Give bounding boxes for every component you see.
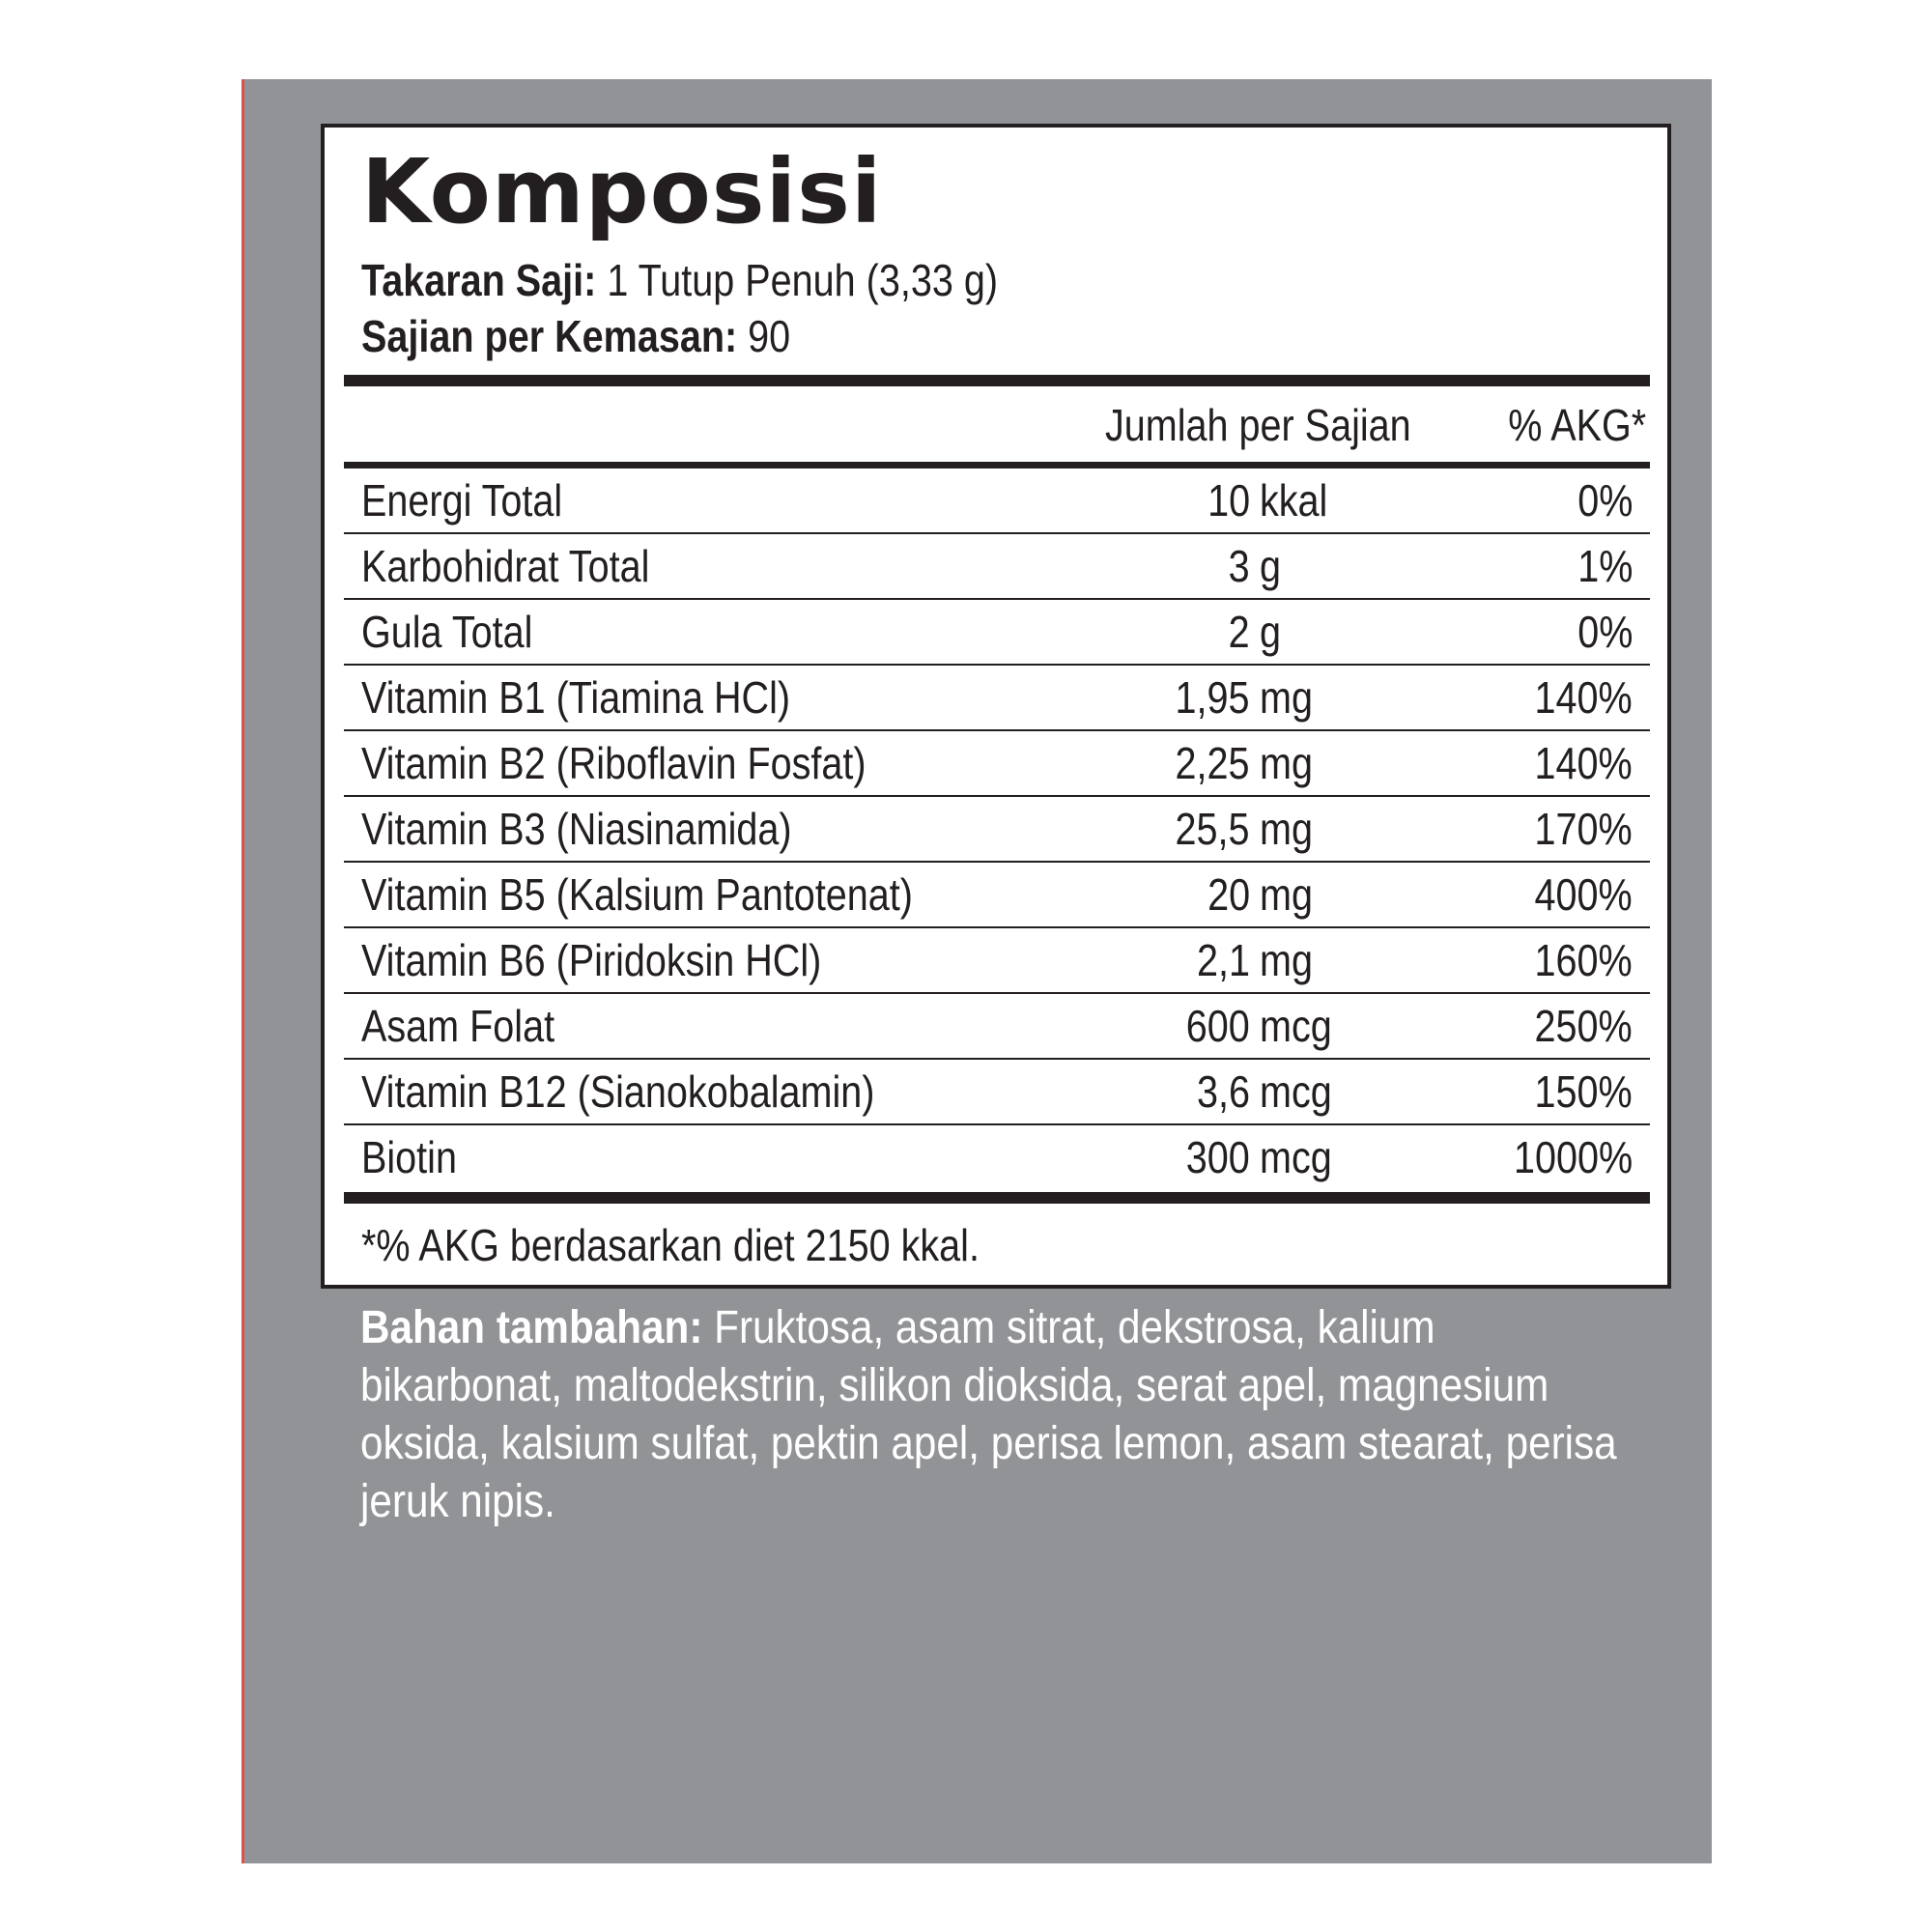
- nutrient-akg: 160%: [1534, 935, 1633, 985]
- nutrient-akg: 150%: [1534, 1066, 1633, 1117]
- servings-per-pack-value: 90: [737, 311, 791, 361]
- nutrient-akg: 0%: [1577, 607, 1633, 657]
- nutrition-label: [321, 124, 1671, 1289]
- nutrient-amount: 3,6: [1197, 1066, 1250, 1117]
- nutrient-akg: 170%: [1534, 804, 1633, 854]
- nutrient-amount: 2: [1228, 607, 1250, 657]
- nutrient-name: Vitamin B2 (Riboflavin Fosfat): [361, 738, 867, 788]
- nutrient-amount: 3: [1228, 541, 1250, 591]
- nutrient-unit: mg: [1260, 869, 1313, 920]
- nutrient-name: Karbohidrat Total: [361, 541, 650, 591]
- nutrient-akg: 140%: [1534, 672, 1633, 723]
- nutrient-name: Vitamin B12 (Sianokobalamin): [361, 1066, 875, 1117]
- bottom-divider: [344, 1192, 1650, 1204]
- nutrient-unit: g: [1260, 607, 1282, 657]
- nutrient-amount: 1,95: [1176, 672, 1250, 723]
- nutrient-row: [344, 600, 1650, 666]
- top-divider: [344, 375, 1650, 386]
- ingredients-label: Bahan tambahan:: [360, 1302, 703, 1353]
- nutrient-table: [344, 469, 1650, 1191]
- nutrient-name: Gula Total: [361, 607, 533, 657]
- servings-per-pack: [361, 309, 790, 363]
- nutrient-unit: kkal: [1260, 475, 1328, 526]
- nutrient-row: [344, 731, 1650, 797]
- nutrient-amount: 25,5: [1176, 804, 1250, 854]
- nutrient-name: Energi Total: [361, 475, 563, 526]
- nutrient-unit: mcg: [1260, 1132, 1332, 1182]
- nutrient-name: Vitamin B6 (Piridoksin HCl): [361, 935, 822, 985]
- nutrient-akg: 0%: [1577, 475, 1633, 526]
- nutrient-amount: 2,1: [1197, 935, 1250, 985]
- nutrient-unit: mcg: [1260, 1066, 1332, 1117]
- nutrient-akg: 250%: [1534, 1001, 1633, 1051]
- header-divider: [344, 462, 1650, 469]
- nutrient-row: [344, 797, 1650, 863]
- serving-size-value: 1 Tutup Penuh (3,33 g): [596, 255, 999, 305]
- serving-size-label: Takaran Saji:: [361, 255, 597, 305]
- nutrient-amount: 20: [1207, 869, 1250, 920]
- nutrient-name: Vitamin B5 (Kalsium Pantotenat): [361, 869, 913, 920]
- nutrient-name: Vitamin B3 (Niasinamida): [361, 804, 792, 854]
- nutrient-row: [344, 1060, 1650, 1125]
- column-header-akg: % AKG*: [1508, 400, 1646, 450]
- nutrient-unit: mg: [1260, 738, 1313, 788]
- nutrient-akg: 140%: [1534, 738, 1633, 788]
- nutrient-akg: 1000%: [1513, 1132, 1633, 1182]
- nutrient-unit: mg: [1260, 804, 1313, 854]
- servings-per-pack-label: Sajian per Kemasan:: [361, 311, 738, 361]
- nutrient-name: Vitamin B1 (Tiamina HCl): [361, 672, 791, 723]
- nutrient-name: Biotin: [361, 1132, 457, 1182]
- ingredients-text: Fruktosa, asam sitrat, dekstrosa, kalium bikarbonat, maltodekstrin, silikon dioksida, serat apel, magnesium oksida, kalsium sulfat, pektin apel, perisa lemon, asam stearat, perisa jeruk nipis.: [360, 1302, 1617, 1527]
- additional-ingredients: [360, 1299, 1618, 1531]
- nutrient-row: [344, 928, 1650, 994]
- nutrient-amount: 600: [1185, 1001, 1250, 1051]
- nutrient-row: [344, 994, 1650, 1060]
- nutrient-row: [344, 666, 1650, 731]
- nutrient-unit: mg: [1260, 935, 1313, 985]
- label-title: Komposisi: [361, 140, 883, 243]
- nutrient-name: Asam Folat: [361, 1001, 555, 1051]
- nutrient-amount: 2,25: [1176, 738, 1250, 788]
- nutrient-amount: 300: [1185, 1132, 1250, 1182]
- nutrient-row: [344, 534, 1650, 600]
- nutrient-row: [344, 863, 1650, 928]
- nutrient-unit: mg: [1260, 672, 1313, 723]
- nutrient-row: [344, 469, 1650, 534]
- nutrient-unit: mcg: [1260, 1001, 1332, 1051]
- nutrient-akg: 1%: [1577, 541, 1633, 591]
- serving-size: [361, 253, 998, 307]
- nutrient-akg: 400%: [1534, 869, 1633, 920]
- nutrient-unit: g: [1260, 541, 1282, 591]
- nutrient-row: [344, 1125, 1650, 1191]
- akg-footnote: *% AKG berdasarkan diet 2150 kkal.: [361, 1220, 980, 1270]
- column-header-amount: Jumlah per Sajian: [1105, 400, 1411, 450]
- nutrient-amount: 10: [1207, 475, 1250, 526]
